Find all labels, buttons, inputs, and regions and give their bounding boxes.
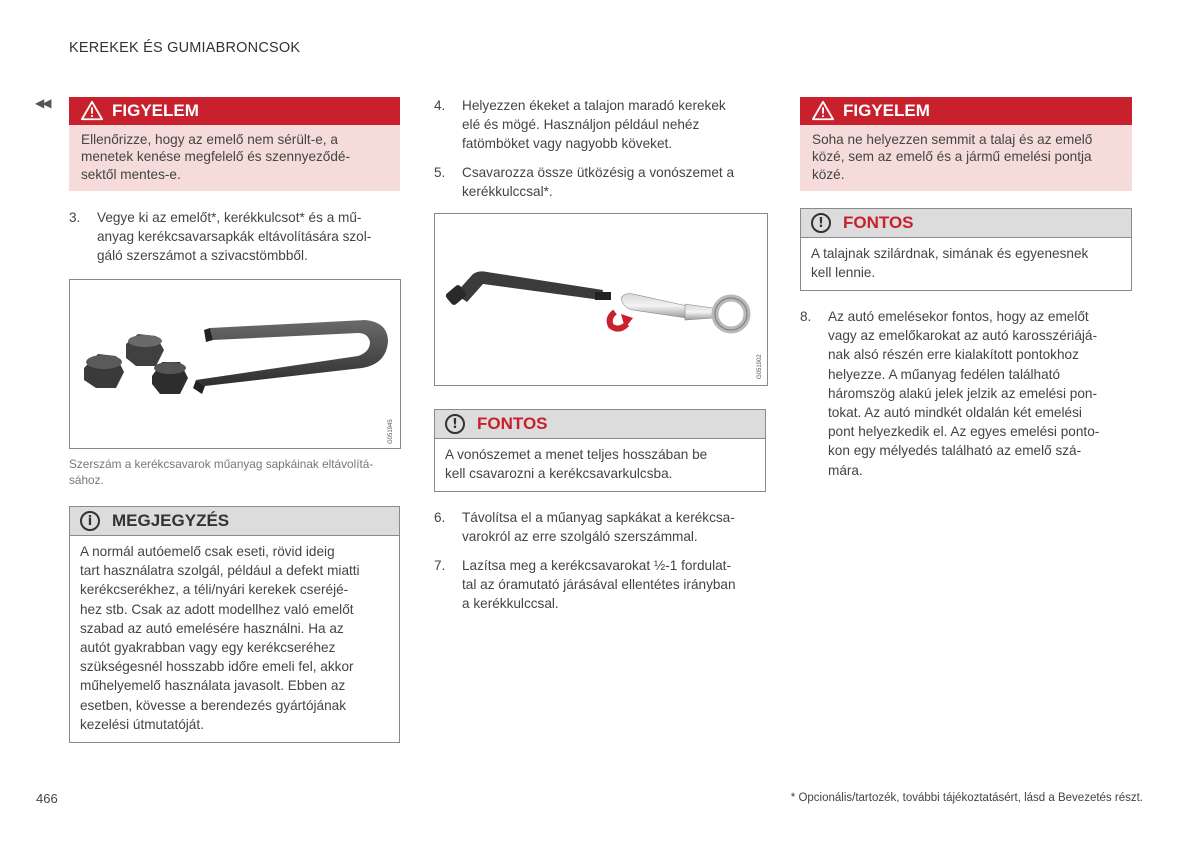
step-line: anyag kerékcsavarsapkák eltávolítására szol- [97, 229, 372, 245]
figure-code: G051902 [757, 354, 763, 379]
warning-line: Ellenőrizze, hogy az emelő nem sérült-e, a [81, 132, 338, 147]
important-line: kell lennie. [811, 265, 876, 281]
step-number: 3. [69, 210, 81, 225]
step-line: Távolítsa el a műanyag sapkákat a kerékcsa- [462, 510, 735, 525]
warning-box-2 [800, 97, 1132, 191]
step-line: háromszög alakú jelek jelzik az emelési pon- [828, 385, 1097, 401]
warning-box-1 [69, 97, 400, 191]
step-text [462, 96, 768, 154]
info-icon: i [80, 511, 100, 531]
important-title: FONTOS [843, 213, 914, 232]
step-number: 8. [800, 309, 812, 324]
step-6 [434, 508, 768, 546]
important-box-2 [800, 208, 1132, 291]
warning-title: FIGYELEM [112, 101, 199, 120]
note-header [70, 507, 399, 536]
note-line: szükségesnél hosszabb időre emeli fel, akkor [80, 659, 354, 675]
step-line: helyezze. A műanyag fedélen található [828, 366, 1061, 382]
figure-tow-eye-wrench [434, 213, 768, 386]
step-8 [800, 307, 1134, 480]
warning-triangle-icon [812, 100, 834, 122]
step-text [462, 508, 768, 546]
exclamation-icon: ! [445, 414, 465, 434]
step-line: varokról az erre szolgáló szerszámmal. [462, 529, 698, 545]
note-line: kerékcserékhez, a téli/nyári kerekek cseréjé- [80, 582, 349, 598]
cap-removal-tool-illustration [70, 280, 400, 448]
important-box-1 [434, 409, 766, 492]
step-text [97, 208, 404, 266]
note-line: szabad az autó emelésére használni. Ha az [80, 620, 344, 636]
step-line: fatömböket vagy nagyobb köveket. [462, 136, 673, 152]
step-number: 4. [434, 98, 446, 113]
step-line: Vegye ki az emelőt*, kerékkulcsot* és a mű- [97, 210, 362, 225]
step-line: vagy az emelőkarokat az autó karosszériájá- [828, 328, 1097, 344]
warning-header [800, 97, 1132, 125]
note-line: kezelési útmutatóját. [80, 716, 204, 732]
step-5 [434, 163, 768, 201]
note-line: autót gyakrabban vagy egy kerékcseréhez [80, 640, 336, 656]
important-line: kell csavarozni a kerékcsavarkulcsba. [445, 466, 673, 482]
important-body [435, 439, 765, 491]
warning-body [69, 125, 400, 191]
warning-line: sektől mentes-e. [81, 166, 181, 182]
warning-line: közé. [812, 166, 845, 182]
figure-code: G051945 [388, 419, 394, 444]
step-line: pont helyezkedik el. Az egyes emelési ponto- [828, 424, 1100, 440]
warning-line: Soha ne helyezzen semmit a talaj és az emelő [812, 132, 1093, 147]
exclamation-icon: ! [811, 213, 831, 233]
caption-line: sához. [69, 473, 104, 487]
important-line: A vonószemet a menet teljes hosszában be [445, 447, 708, 462]
step-number: 6. [434, 510, 446, 525]
step-line: nak alsó részén erre kialakított pontokhoz [828, 347, 1079, 363]
step-line: Csavarozza össze ütközésig a vonószemet a [462, 165, 735, 180]
note-line: hez stb. Csak az adott modellhez való emelőt [80, 601, 354, 617]
step-text [462, 556, 768, 614]
note-line: műhelyemelő használata javasolt. Ebben az [80, 678, 346, 694]
step-line: tokat. Az autó mindkét oldalán két emelési [828, 405, 1082, 421]
step-line: a kerékkulccsal. [462, 596, 559, 612]
footnote: * Opcionális/tartozék, további tájékoztatásért, lásd a Bevezetés részt. [790, 792, 1143, 804]
step-line: gáló szerszámot a szivacstömbből. [97, 248, 308, 264]
important-line: A talajnak szilárdnak, simának és egyenesnek [811, 246, 1089, 261]
warning-header [69, 97, 400, 125]
step-7 [434, 556, 768, 614]
warning-line: menetek kenése megfelelő és szennyeződé- [81, 149, 351, 165]
note-body [70, 536, 399, 742]
step-text [828, 307, 1134, 480]
step-3 [69, 208, 404, 266]
warning-body [800, 125, 1132, 191]
back-nav-icon[interactable]: ◀◀ [35, 96, 50, 110]
step-line: elé és mögé. Használjon például nehéz [462, 117, 700, 133]
note-line: A normál autóemelő csak eseti, rövid ideig [80, 544, 335, 559]
important-header [435, 410, 765, 439]
step-line: tal az óramutató járásával ellentétes irányban [462, 577, 736, 593]
page-number: 466 [36, 791, 58, 806]
step-text [462, 163, 768, 201]
note-box [69, 506, 400, 743]
note-line: esetben, kövesse a berendezés gyártójának [80, 697, 347, 713]
warning-title: FIGYELEM [843, 101, 930, 120]
caption-line: Szerszám a kerékcsavarok műanyag sapkáinak eltávolítá- [69, 457, 374, 471]
note-title: MEGJEGYZÉS [112, 511, 230, 530]
page-header-title: KEREKEK ÉS GUMIABRONCSOK [69, 40, 301, 56]
step-line: kerékkulccsal*. [462, 184, 553, 200]
important-header [801, 209, 1131, 238]
step-line: Lazítsa meg a kerékcsavarokat ½-1 fordulat- [462, 558, 731, 573]
tow-eye-wrench-illustration [435, 214, 767, 385]
warning-line: közé, sem az emelő és a jármű emelési pontja [812, 149, 1092, 165]
step-number: 7. [434, 558, 446, 573]
important-title: FONTOS [477, 414, 548, 433]
important-body [801, 238, 1131, 290]
figure-caption [69, 456, 409, 488]
step-4 [434, 96, 768, 154]
step-line: mára. [828, 462, 863, 478]
note-line: tart használatra szolgál, például a defekt miatti [80, 563, 360, 579]
warning-triangle-icon [81, 100, 103, 122]
step-line: Az autó emelésekor fontos, hogy az emelőt [828, 309, 1089, 324]
step-number: 5. [434, 165, 446, 180]
step-line: Helyezzen ékeket a talajon maradó kerekek [462, 98, 726, 113]
step-line: kon egy mélyedés található az emelő szá- [828, 443, 1082, 459]
figure-cap-removal-tool [69, 279, 401, 449]
